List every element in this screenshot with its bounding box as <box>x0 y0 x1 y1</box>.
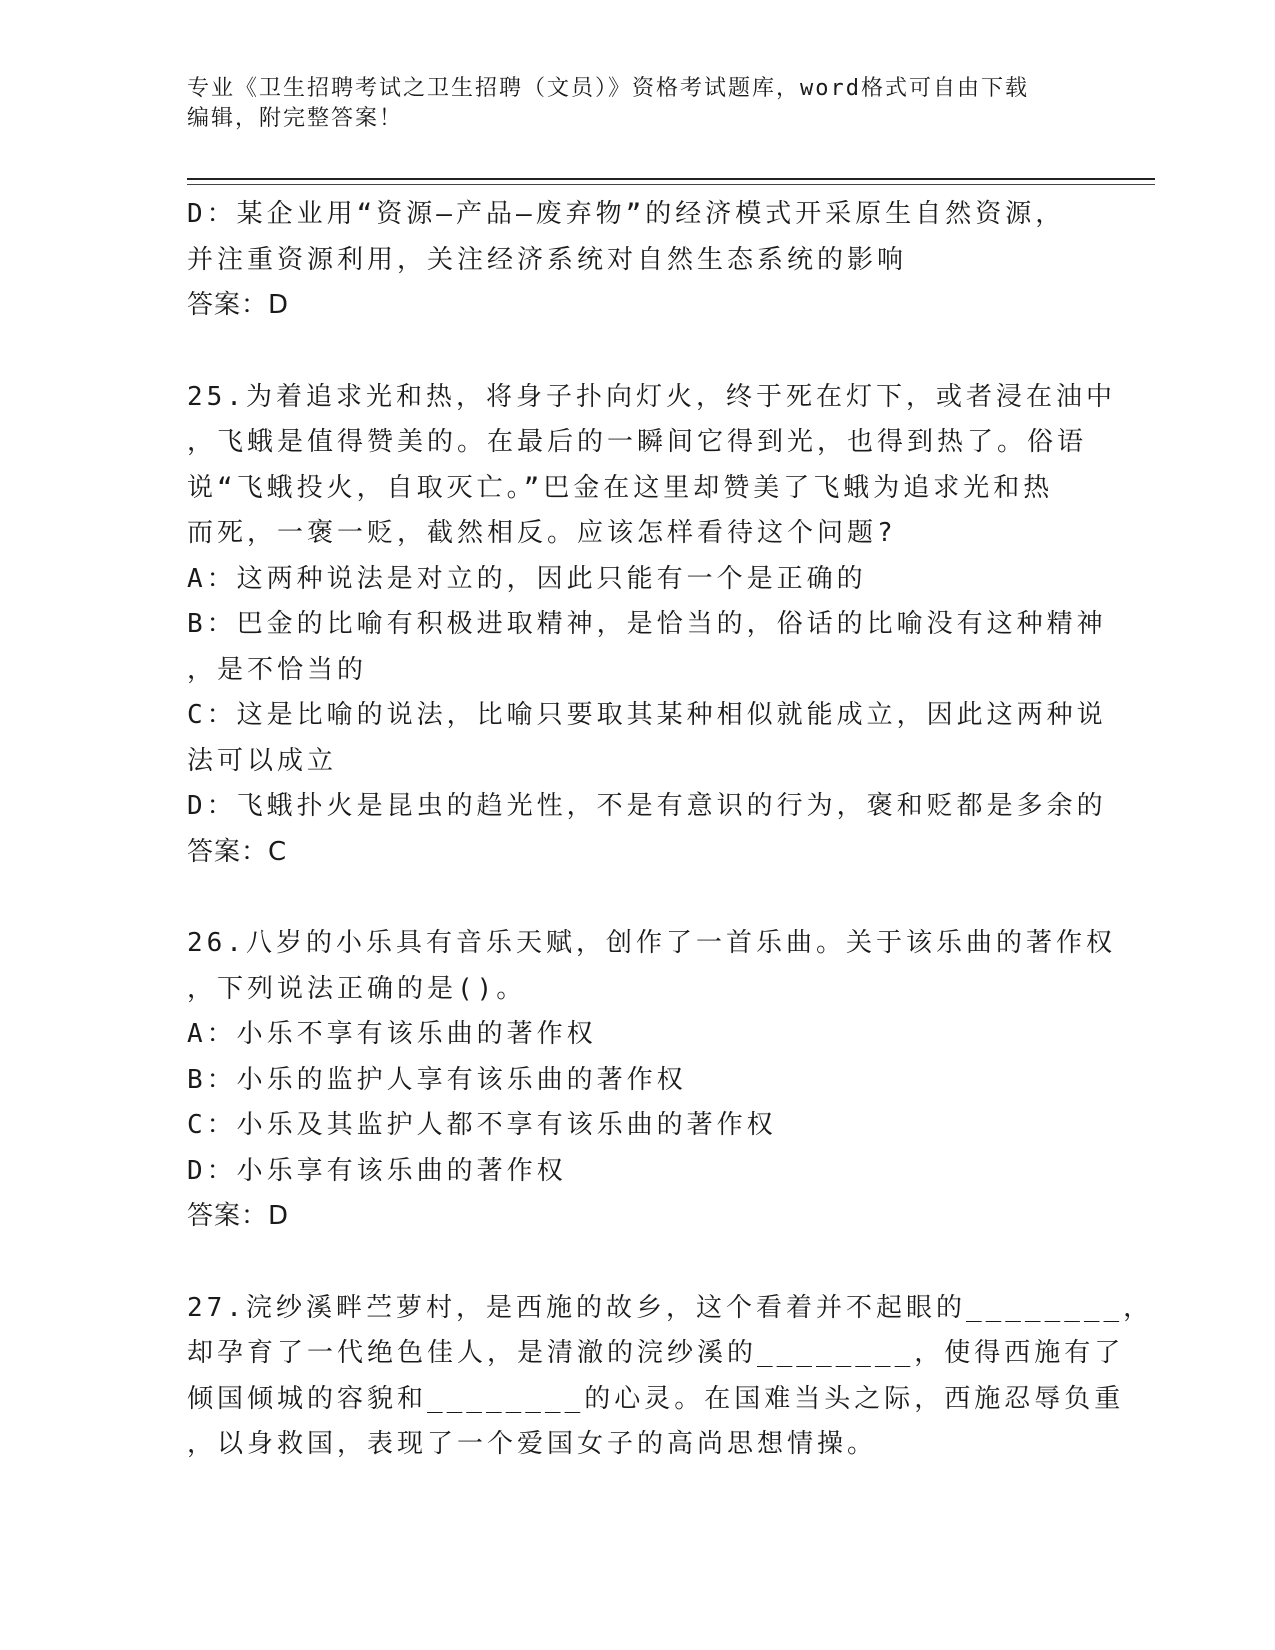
question-line: 倾国倾城的容貌和________的心灵。在国难当头之际，西施忍辱负重 <box>187 1383 1125 1414</box>
option-b-continued: ，是不恰当的 <box>187 654 368 685</box>
option-d: D：小乐享有该乐曲的著作权 <box>187 1155 567 1186</box>
question-line: 26.八岁的小乐具有音乐天赋，创作了一首乐曲。关于该乐曲的著作权 <box>187 928 1116 958</box>
question-block-27 <box>187 1286 1154 1468</box>
question-content <box>187 192 1154 1468</box>
option-a: A：这两种说法是对立的，因此只能有一个是正确的 <box>187 563 867 594</box>
header-rule-thin <box>187 184 1155 185</box>
option-b: B：小乐的监护人享有该乐曲的著作权 <box>187 1064 687 1095</box>
question-line: ，飞蛾是值得赞美的。在最后的一瞬间它得到光，也得到热了。俗语 <box>187 427 1088 457</box>
question-line: 27.浣纱溪畔苎萝村，是西施的故乡，这个看着并不起眼的________， <box>187 1292 1154 1323</box>
header-rule-thick <box>187 178 1155 180</box>
option-line: D：某企业用“资源—产品—废弃物”的经济模式开采原生自然资源， <box>187 199 1066 229</box>
question-line: ，下列说法正确的是()。 <box>187 973 527 1004</box>
question-line: 而死，一褒一贬，截然相反。应该怎样看待这个问题? <box>187 518 897 548</box>
option-line: 并注重资源利用，关注经济系统对自然生态系统的影响 <box>187 244 908 275</box>
header-line-1: 专业《卫生招聘考试之卫生招聘（文员）》资格考试题库，word格式可自由下载 <box>187 76 1029 101</box>
answer-line: 答案：D <box>187 290 290 320</box>
question-line: 25.为着追求光和热，将身子扑向灯火，终于死在灯下，或者浸在油中 <box>187 381 1116 412</box>
question-block-25 <box>187 375 1116 876</box>
option-c-continued: 法可以成立 <box>187 745 338 776</box>
question-line: 说“飞蛾投火，自取灭亡。”巴金在这里却赞美了飞蛾为追求光和热 <box>187 472 1054 503</box>
option-d: D：飞蛾扑火是昆虫的趋光性，不是有意识的行为，褒和贬都是多余的 <box>187 791 1107 821</box>
question-line: 却孕育了一代绝色佳人，是清澈的浣纱溪的________，使得西施有了 <box>187 1338 1125 1368</box>
question-block-24-tail <box>187 192 1087 329</box>
answer-line: 答案：D <box>187 1201 290 1231</box>
answer-line: 答案：C <box>187 836 288 867</box>
option-b: B：巴金的比喻有积极进取精神，是恰当的，俗话的比喻没有这种精神 <box>187 609 1107 639</box>
option-c: C：这是比喻的说法，比喻只要取其某种相似就能成立，因此这两种说 <box>187 700 1107 730</box>
option-c: C：小乐及其监护人都不享有该乐曲的著作权 <box>187 1110 777 1140</box>
question-line: ，以身救国，表现了一个爱国女子的高尚思想情操。 <box>187 1429 878 1459</box>
header-line-2: 编辑，附完整答案！ <box>187 106 404 131</box>
option-a: A：小乐不享有该乐曲的著作权 <box>187 1019 597 1049</box>
document-header <box>187 74 1087 134</box>
question-block-26 <box>187 921 1116 1240</box>
